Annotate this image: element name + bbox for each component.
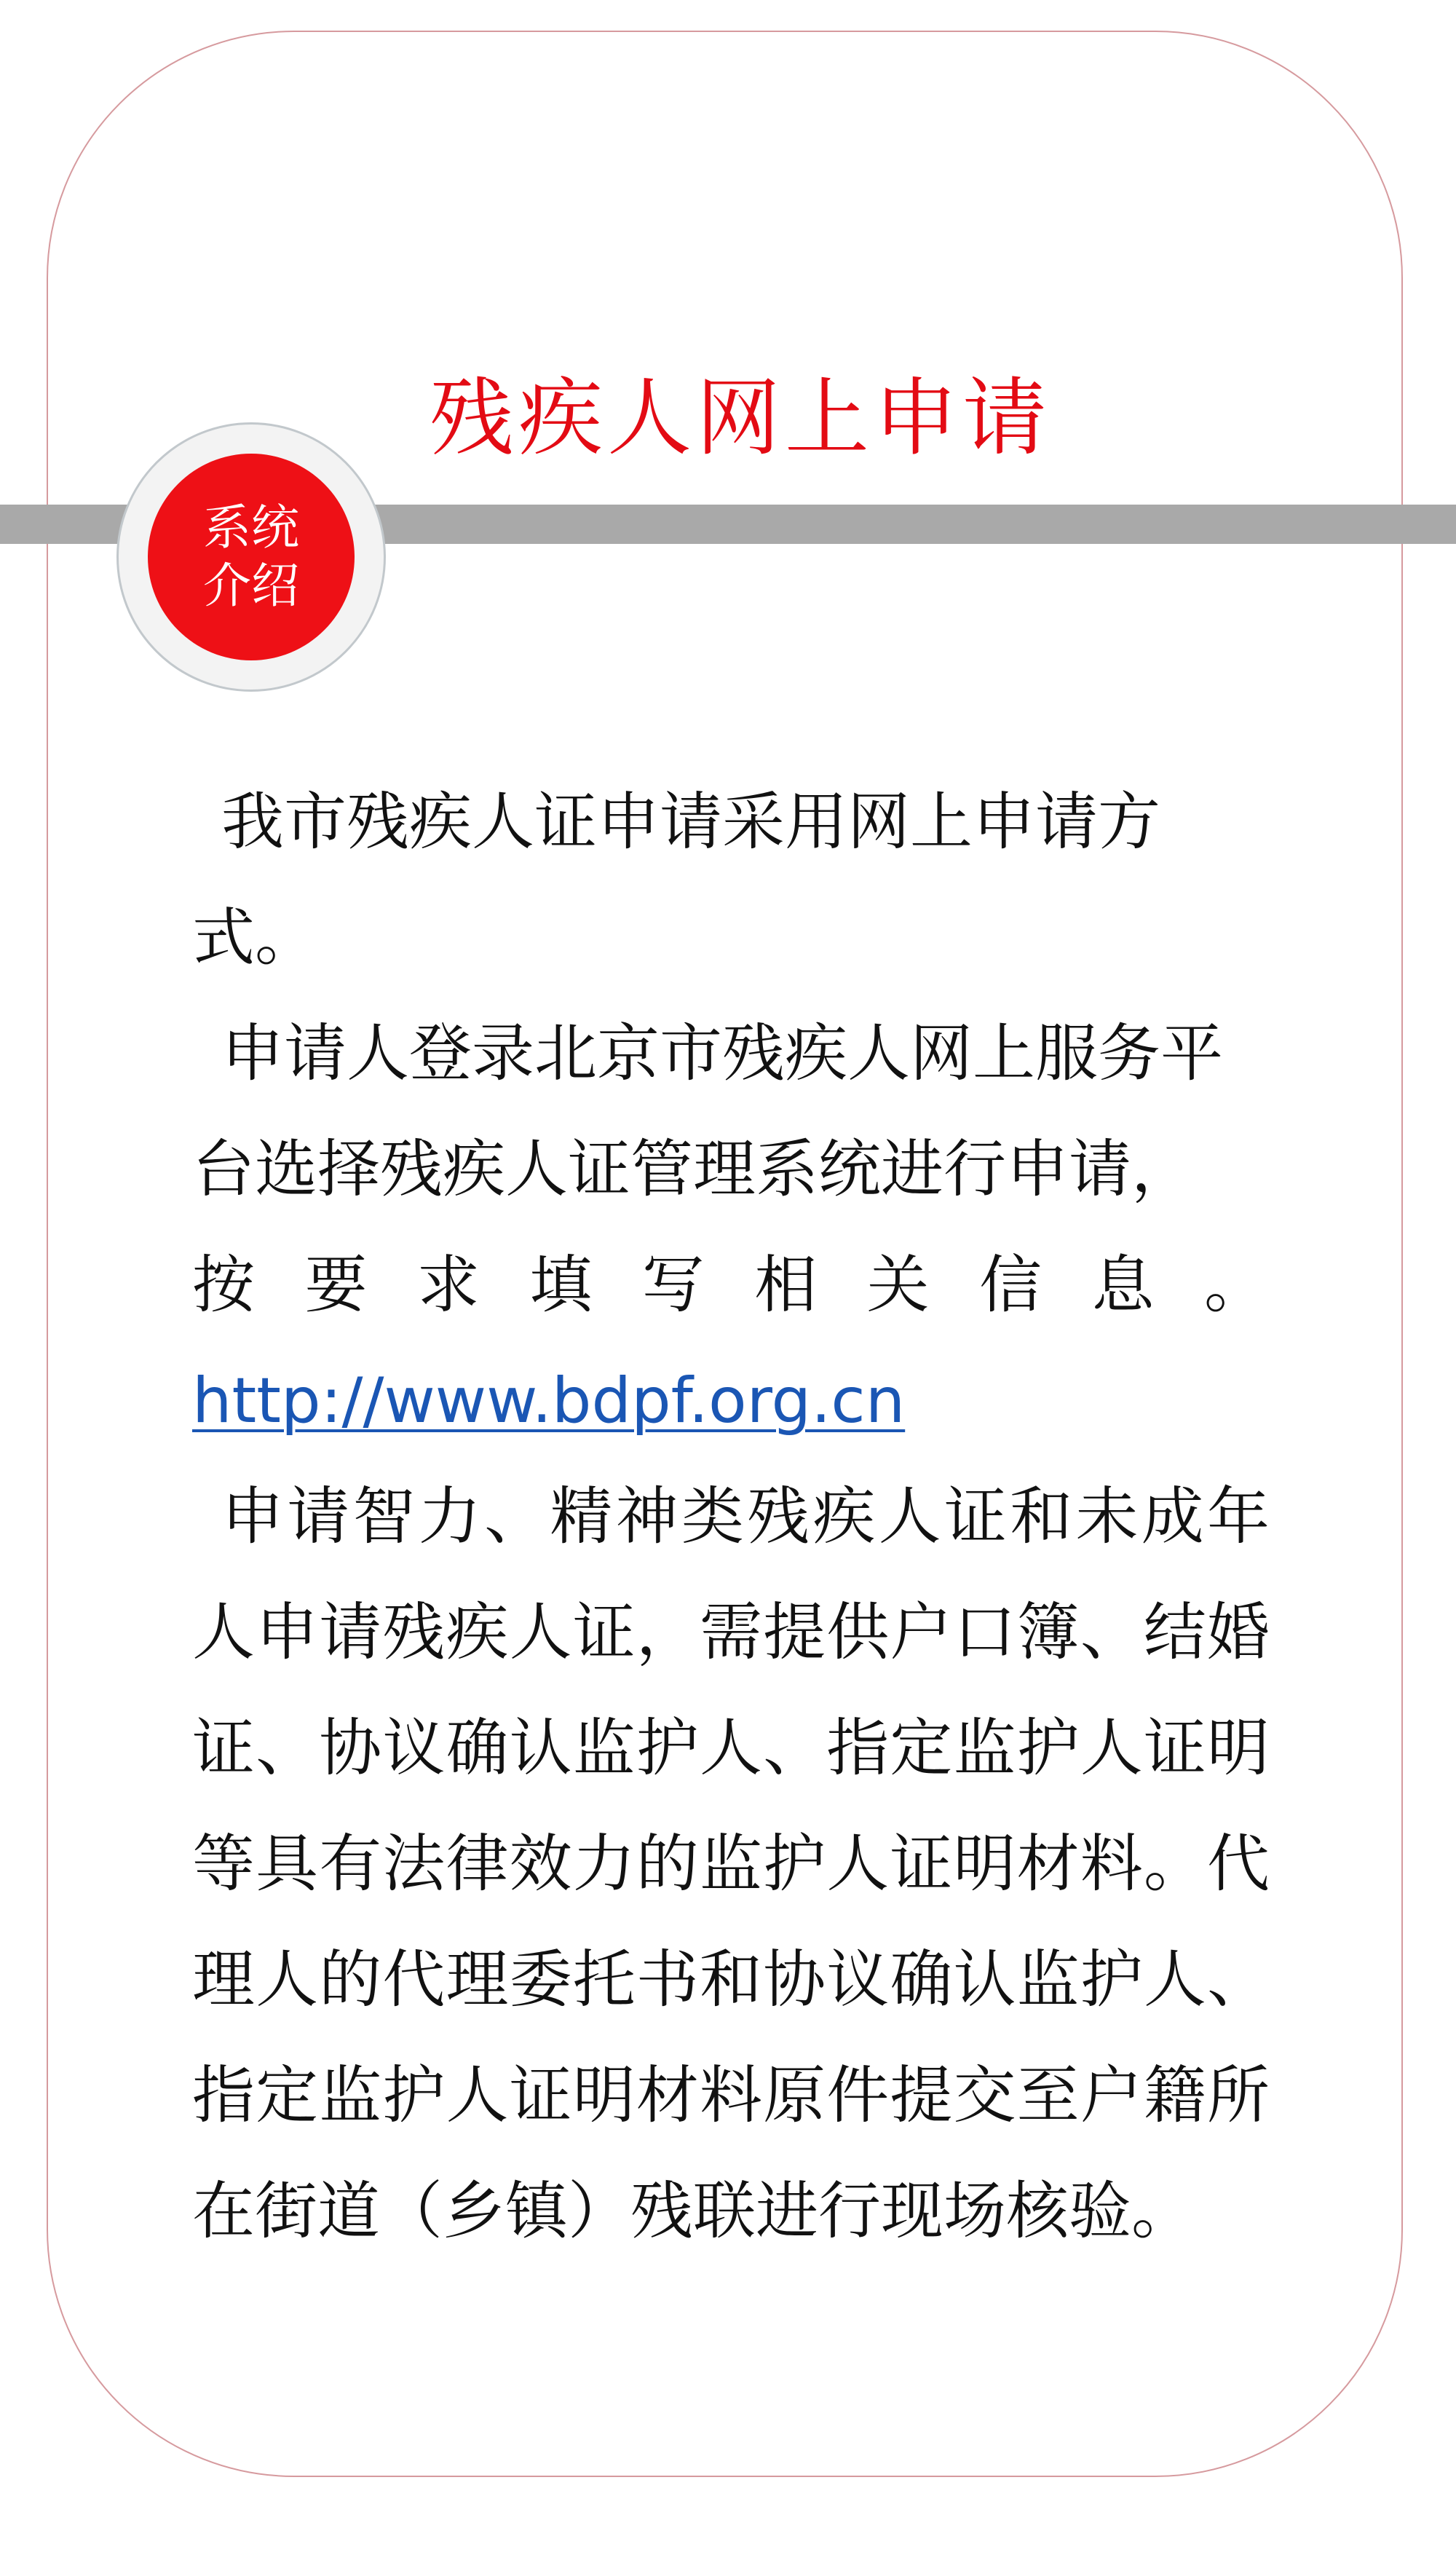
section-badge xyxy=(148,454,355,660)
page-title: 残疾人网上申请 xyxy=(430,369,1051,467)
paragraph-login-line-2: 台选择残疾人证管理系统进行申请， xyxy=(192,1133,1194,1206)
platform-link[interactable]: http://www.bdpf.org.cn xyxy=(192,1365,906,1437)
paragraph-intro: 我市残疾人证申请采用网上申请方式。 xyxy=(192,786,1160,974)
paragraph-requirements: 申请智力、精神类残疾人证和未成年人申请残疾人证，需提供户口簿、结婚证、协议确认监护人、指定监护人证明等具有法律效力的监护人证明材料。代理人的代理委托书和协议确认监护人、指定监护人证明材料原件提交至户籍所在街道（乡镇）残联进行现场核验。 xyxy=(192,1480,1270,2248)
paragraph-login-line-1: 申请人登录北京市残疾人网上服务平 xyxy=(221,1017,1223,1090)
badge-line-2: 介绍 xyxy=(203,558,299,614)
paragraph-login-line-3: 按要求填写相关信息。 xyxy=(192,1249,1270,1322)
body-text xyxy=(192,765,1270,2270)
badge-line-1: 系统 xyxy=(203,499,299,556)
